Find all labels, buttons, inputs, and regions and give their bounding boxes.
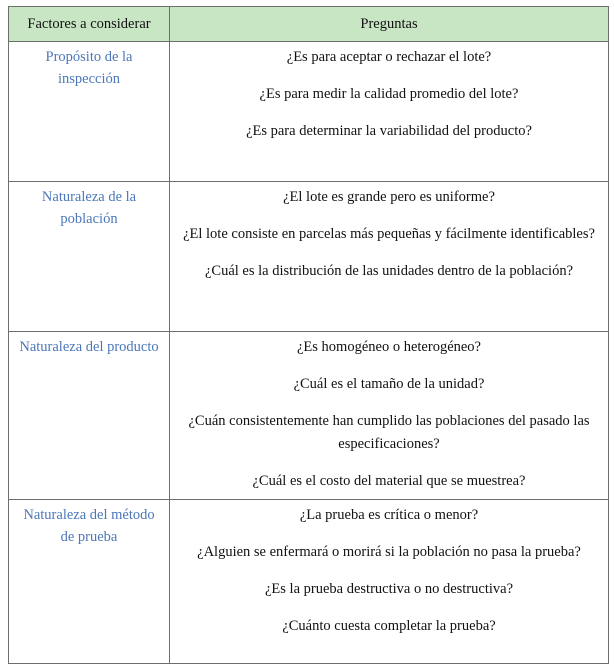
header-questions: Preguntas [170,7,609,42]
question-text: ¿Es para medir la calidad promedio del lote? [259,86,519,102]
factor-cell: Naturaleza del método de prueba [9,500,170,664]
question-text: ¿El lote consiste en parcelas más pequeñas y fácilmente identificables? [183,226,595,242]
table-row [9,332,609,500]
table-row [9,42,609,182]
question-text: ¿La prueba es crítica o menor? [299,507,479,523]
question-text: ¿Cuánto cuesta completar la prueba? [282,618,496,634]
question-text: ¿Cuál es el tamaño de la unidad? [293,376,485,392]
questions-cell [170,500,609,664]
table-row [9,182,609,332]
questions-cell [170,182,609,332]
question-text: ¿Cuál es el costo del material que se muestrea? [252,473,526,489]
factors-questions-table [8,6,609,664]
factor-cell: Naturaleza de la población [9,182,170,332]
header-row [9,7,609,42]
question-text: ¿Alguien se enfermará o morirá si la población no pasa la prueba? [197,544,581,560]
question-text: ¿El lote es grande pero es uniforme? [283,189,495,205]
question-text: ¿Es homogéneo o heterogéneo? [297,339,481,355]
question-text: ¿Es para aceptar o rechazar el lote? [286,49,492,65]
question-text: ¿Es para determinar la variabilidad del producto? [246,123,532,139]
table-row [9,500,609,664]
factor-cell: Naturaleza del producto [9,332,170,500]
questions-cell [170,42,609,182]
question-text: ¿Cuál es la distribución de las unidades dentro de la población? [204,263,574,279]
questions-cell [170,332,609,500]
question-text: ¿Es la prueba destructiva o no destructiva? [264,581,513,597]
question-text: ¿Cuán consistentemente han cumplido las poblaciones del pasado las especificaciones? [188,413,590,452]
factor-cell: Propósito de la inspección [9,42,170,182]
header-factors: Factores a considerar [9,7,170,42]
